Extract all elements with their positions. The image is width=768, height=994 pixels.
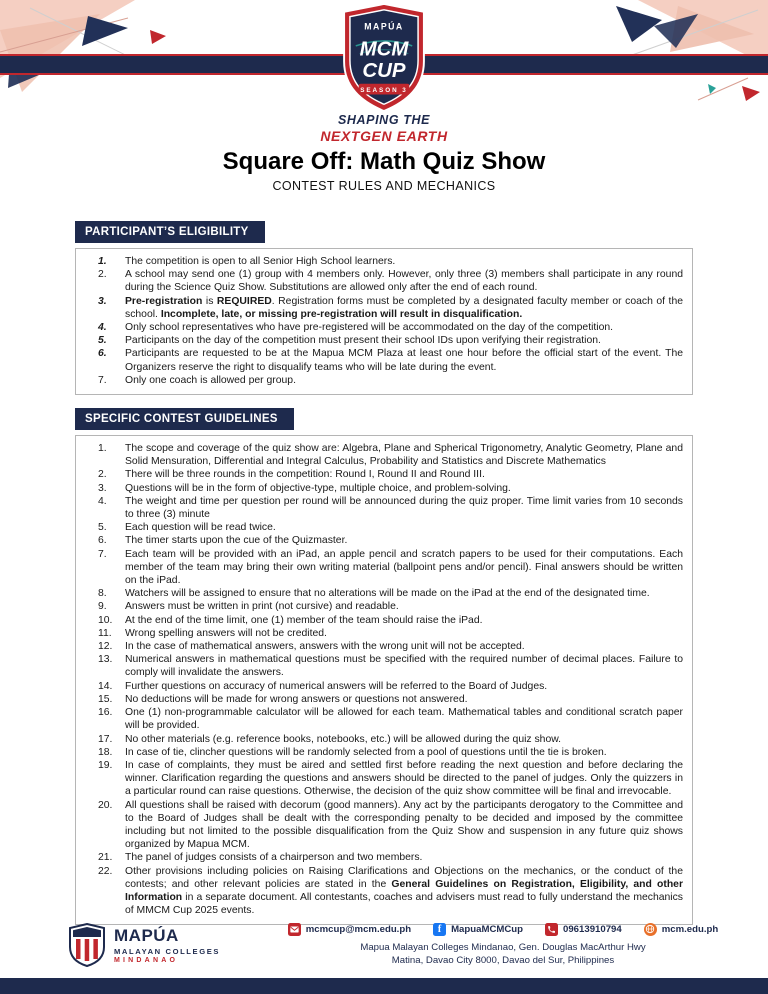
rule-text: Participants are requested to be at the Mapua MCM Plaza at least one hour before the official start of the event. The Organizers reserve the right to disqualify teams who will be late during the event. bbox=[125, 348, 683, 373]
footer-contact-block bbox=[258, 923, 748, 968]
rule-number: 22. bbox=[98, 865, 113, 877]
rule-item bbox=[98, 534, 683, 547]
rule-text: In the case of mathematical answers, answers with the wrong unit will not be accepted. bbox=[125, 641, 525, 653]
rule-item bbox=[98, 706, 683, 732]
website-contact[interactable] bbox=[644, 923, 719, 936]
rule-text: A school may send one (1) group with 4 members only. However, only three (3) members shall participate in any round during the Science Quiz Show. Substitutions are allowed only after the end of each round. bbox=[125, 269, 683, 294]
contacts-row bbox=[288, 923, 718, 936]
specific-guidelines-heading: SPECIFIC CONTEST GUIDELINES bbox=[75, 408, 294, 430]
facebook-contact[interactable] bbox=[433, 923, 523, 936]
rule-number: 8. bbox=[98, 588, 107, 600]
school-logo-block bbox=[68, 923, 258, 967]
website-label: mcm.edu.ph bbox=[661, 923, 719, 935]
participants-eligibility-heading: PARTICIPANT’S ELIGIBILITY bbox=[75, 221, 265, 243]
rule-text: In case of tie, clincher questions will be randomly selected from a pool of questions until the tie is broken. bbox=[125, 746, 607, 758]
rule-item bbox=[98, 600, 683, 613]
logo-word1-text: MCM bbox=[359, 37, 409, 61]
rule-item bbox=[98, 614, 683, 627]
rule-number: 7. bbox=[98, 374, 107, 386]
facebook-label: MapuaMCMCup bbox=[451, 923, 524, 935]
rule-text: Wrong spelling answers will not be credited. bbox=[125, 627, 327, 639]
rule-item bbox=[98, 521, 683, 534]
rule-number: 18. bbox=[98, 746, 113, 758]
rule-number: 21. bbox=[98, 852, 113, 864]
school-name: MAPÚA bbox=[114, 926, 179, 945]
rule-number: 10. bbox=[98, 614, 113, 626]
rule-text: Answers must be written in print (not cursive) and readable. bbox=[125, 601, 399, 613]
rule-item bbox=[98, 268, 683, 294]
rule-text: One (1) non-programmable calculator will be allowed for each team. Mathematical tables and conditional scratch paper will be provided. bbox=[125, 707, 683, 732]
rule-text: There will be three rounds in the competition: Round I, Round II and Round III. bbox=[125, 469, 485, 481]
rule-number: 12. bbox=[98, 641, 113, 653]
envelope-icon bbox=[288, 923, 301, 936]
rule-number: 14. bbox=[98, 680, 113, 692]
rule-text: At the end of the time limit, one (1) member of the team should raise the iPad. bbox=[125, 614, 483, 626]
bottom-bar bbox=[0, 978, 768, 994]
rule-text: Pre-registration is REQUIRED. Registration forms must be completed by a designated faculty member or coach of the school. Incomplete, late, or missing pre-registration will result in disqualification. bbox=[125, 295, 684, 320]
rule-text: Watchers will be assigned to ensure that no alterations will be made on the iPad at the end of the designated time. bbox=[125, 588, 650, 600]
eligibility-rules-list bbox=[75, 248, 693, 395]
rule-text: Each team will be provided with an iPad, an apple pencil and scratch papers to be used for their computations. Each member of the team may bring their own writing material (ballpoint pens and/or pencil). Final answers should be written on the iPad. bbox=[125, 548, 683, 587]
page-subtitle: CONTEST RULES AND MECHANICS bbox=[272, 179, 496, 193]
rule-item bbox=[98, 468, 683, 481]
rule-text: Each question will be read twice. bbox=[125, 522, 276, 534]
rule-number: 5. bbox=[98, 335, 107, 347]
rule-item bbox=[98, 334, 683, 347]
rule-text: No other materials (e.g. reference books, notebooks, etc.) will be allowed during the quiz show. bbox=[125, 733, 562, 745]
rule-number: 4. bbox=[98, 495, 107, 507]
rule-item bbox=[98, 693, 683, 706]
rule-number: 2. bbox=[98, 269, 107, 281]
rule-number: 16. bbox=[98, 707, 113, 719]
rule-text: Questions will be in the form of objective-type, multiple choice, and problem-solving. bbox=[125, 482, 511, 494]
rule-item bbox=[98, 759, 683, 799]
rule-number: 3. bbox=[98, 482, 107, 494]
rule-number: 20. bbox=[98, 799, 113, 811]
rule-text: The competition is open to all Senior High School learners. bbox=[125, 256, 396, 267]
address-line1: Mapua Malayan Colleges Mindanao, Gen. Douglas MacArthur Hwy bbox=[360, 941, 646, 953]
email-contact[interactable] bbox=[288, 923, 411, 936]
rule-text: The weight and time per question per round will be announced during the quiz proper. Time limit varies from 10 seconds to three (3) minute bbox=[125, 495, 683, 521]
rule-number: 1. bbox=[98, 443, 107, 455]
rule-text: Participants on the day of the competition must present their school IDs upon verifying their registration. bbox=[125, 335, 601, 347]
globe-icon bbox=[644, 923, 657, 936]
rule-item bbox=[98, 255, 683, 268]
rule-number: 13. bbox=[98, 654, 113, 666]
rule-text: Numerical answers in mathematical questions must be specified with the required number of decimal places. Failure to comply will invalidate the answers. bbox=[125, 654, 683, 679]
rule-text: Only one coach is allowed per group. bbox=[125, 374, 296, 386]
logo-season-text: SEASON 3 bbox=[360, 87, 408, 95]
rule-number: 19. bbox=[98, 759, 113, 771]
rule-text: The timer starts upon the cue of the Quizmaster. bbox=[125, 535, 348, 547]
rule-item bbox=[98, 733, 683, 746]
rule-text: Further questions on accuracy of numerical answers will be referred to the Board of Judges. bbox=[125, 680, 548, 692]
school-name-line2: MALAYAN COLLEGES bbox=[114, 947, 221, 956]
rule-text: Only school representatives who have pre-registered will be accommodated on the day of the competition. bbox=[125, 322, 614, 334]
rule-item bbox=[98, 746, 683, 759]
tagline-line1: SHAPING THE bbox=[337, 113, 431, 127]
logo-brand-text: MAPÚA bbox=[364, 21, 404, 32]
rule-text: In case of complaints, they must be aired and settled first before reading the next question and before declaring the winner. Clarification regarding the questions and answers should be directed to the panel of judges. Only the quizzers in a particular round can raise questions. Otherwise, the decision of the quiz show committee will be final and irrevocable. bbox=[125, 759, 683, 798]
rule-item bbox=[98, 865, 683, 918]
school-name-line3: MINDANAO bbox=[114, 957, 179, 964]
school-wordmark bbox=[114, 926, 220, 964]
rule-text: The panel of judges consists of a chairperson and two members. bbox=[125, 852, 423, 864]
logo-word2-text: CUP bbox=[362, 58, 406, 82]
rule-item bbox=[98, 799, 683, 852]
rule-item bbox=[98, 321, 683, 334]
guidelines-rules-list bbox=[75, 435, 693, 925]
rule-item bbox=[98, 495, 683, 521]
rule-number: 6. bbox=[98, 535, 107, 547]
rule-number: 3. bbox=[98, 295, 107, 307]
rule-number: 17. bbox=[98, 733, 113, 745]
rule-item bbox=[98, 680, 683, 693]
rule-item bbox=[98, 851, 683, 864]
rule-item bbox=[98, 640, 683, 653]
rule-number: 4. bbox=[98, 322, 107, 334]
rule-number: 11. bbox=[98, 627, 112, 639]
rule-item bbox=[98, 295, 683, 321]
rule-number: 15. bbox=[98, 693, 113, 705]
rule-number: 7. bbox=[98, 548, 107, 560]
rule-text: All questions shall be raised with decorum (good manners). Any act by the participants derogatory to the Committee and to the Board of Judges shall be dealt with the corresponding penalty to be decided and imposed by the committee including but not limited to the possible disqualification from the Quiz Show and suspension in any future quiz shows organized by Mapua MCM. bbox=[125, 799, 683, 851]
email-label: mcmcup@mcm.edu.ph bbox=[305, 923, 412, 935]
tagline-line2: NEXTGEN EARTH bbox=[320, 128, 448, 144]
address-line2: Matina, Davao City 8000, Davao del Sur, Philippines bbox=[391, 955, 615, 966]
rule-number: 2. bbox=[98, 469, 107, 481]
page-footer bbox=[0, 916, 768, 978]
rule-item bbox=[98, 653, 683, 679]
mapua-crest-icon bbox=[68, 923, 106, 967]
rule-number: 1. bbox=[98, 256, 107, 267]
rule-number: 5. bbox=[98, 522, 107, 534]
rule-item bbox=[98, 548, 683, 588]
rule-item bbox=[98, 587, 683, 600]
facebook-icon: f bbox=[433, 923, 446, 936]
rule-text: Other provisions including policies on Raising Clarifications and Objections on the mechanics, or the conduct of the contests; and other relevant policies are stated in the General Guidelines on Registration, Eligibility, and other Information in a separate document. All contestants, coaches and advisers must read to fully understand the mechanics of MMCM Cup 2025 events. bbox=[125, 865, 683, 917]
page-title: Square Off: Math Quiz Show bbox=[222, 148, 546, 175]
rule-number: 6. bbox=[98, 348, 107, 360]
rule-item bbox=[98, 627, 683, 640]
page-header bbox=[0, 0, 768, 143]
phone-label: 09613910794 bbox=[563, 923, 622, 935]
rule-text: No deductions will be made for wrong answers or questions not answered. bbox=[125, 693, 468, 705]
school-address bbox=[360, 941, 645, 968]
rule-item bbox=[98, 347, 683, 373]
rule-item bbox=[98, 442, 683, 468]
mcm-cup-logo bbox=[340, 3, 428, 113]
rule-item bbox=[98, 374, 683, 387]
rule-item bbox=[98, 482, 683, 495]
phone-icon bbox=[545, 923, 558, 936]
phone-contact[interactable] bbox=[545, 923, 622, 936]
rule-text: The scope and coverage of the quiz show are: Algebra, Plane and Spherical Trigonometry, Analytic Geometry, Plane and Solid Mensuration, Differential and Integral Calculus, Probability and Statistics and Discrete Mathematics bbox=[125, 443, 683, 468]
rule-number: 9. bbox=[98, 601, 107, 613]
tagline bbox=[0, 113, 768, 144]
